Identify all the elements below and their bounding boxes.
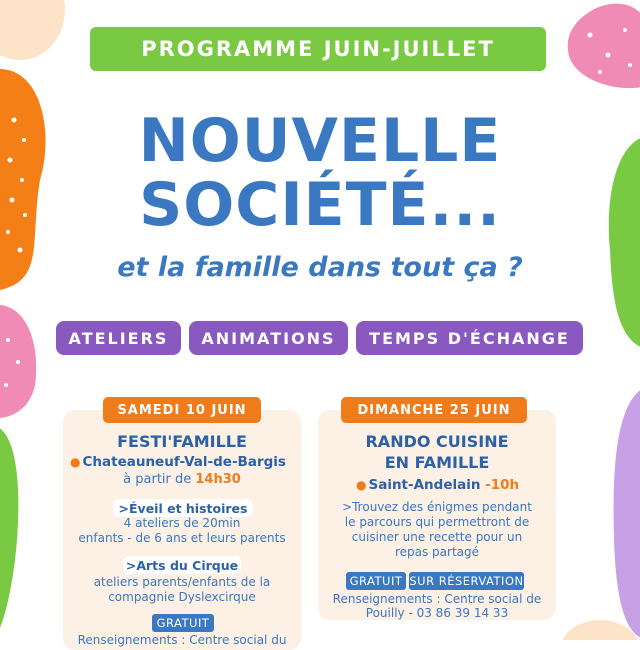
event2-date: DIMANCHE 25 JUIN [341,397,527,423]
event2-gratuit-tag: GRATUIT [346,572,406,590]
event1-time-row [63,472,301,487]
event1-title: FESTI'FAMILLE [117,432,247,451]
event2-location: Saint-Andelain [368,477,481,493]
event2-time: -10h [480,477,520,493]
category-temps-echange: TEMPS D'ÉCHANGE [356,321,583,355]
event2-reservation-tag: SUR RÉSERVATION [409,574,524,588]
event1-time-prefix: à partir de [123,472,196,487]
event2-title-line1: RANDO CUISINE [365,432,509,451]
event1-activity2-line2: compagnie Dyslexcirque [108,590,256,604]
peach-blob [0,0,65,60]
event1-time: 14h30 [195,472,241,487]
pink-blob-right [568,4,640,89]
program-banner: PROGRAMME JUIN-JUILLET [90,27,546,71]
category-animations: ANIMATIONS [189,321,348,355]
event2-desc4: repas partagé [394,545,480,559]
event2-location-row [356,477,519,493]
event2-info2: Pouilly - 03 86 39 14 33 [365,606,509,620]
event1-info: Renseignements : Centre social du [77,633,287,647]
event1-activity2-line1: ateliers parents/enfants de la [93,575,271,589]
event1-activity1-line2: enfants - de 6 ans et leurs parents [78,531,286,545]
location-pin-icon: ● [356,478,367,492]
event1-activity1-title: >Éveil et histoires [113,499,253,517]
event2-desc2: le parcours qui permettront de [344,515,530,529]
event1-gratuit-tag: GRATUIT [152,614,214,632]
green-blob-left [0,425,18,640]
event2-desc3: cuisiner une recette pour un [351,530,523,544]
category-ateliers: ATELIERS [56,321,181,355]
event1-activity1-line1: 4 ateliers de 20min [123,516,241,530]
event1-date: SAMEDI 10 JUIN [103,397,261,423]
location-pin-icon: ● [70,455,81,469]
event1-location: Chateauneuf-Val-de-Bargis [82,454,286,470]
event2-desc1: >Trouvez des énigmes pendant [342,500,532,514]
event2-title-line2: EN FAMILLE [384,453,490,472]
event2-info1: Renseignements : Centre social de [332,592,542,606]
event1-activity2-title: >Arts du Cirque [123,556,241,574]
title-line-1: NOUVELLE [138,106,502,176]
title-line-2: SOCIÉTÉ... [139,170,501,240]
event1-location-row [70,454,286,470]
purple-blob-right [614,385,640,640]
subtitle: et la famille dans tout ça ? [117,252,523,283]
